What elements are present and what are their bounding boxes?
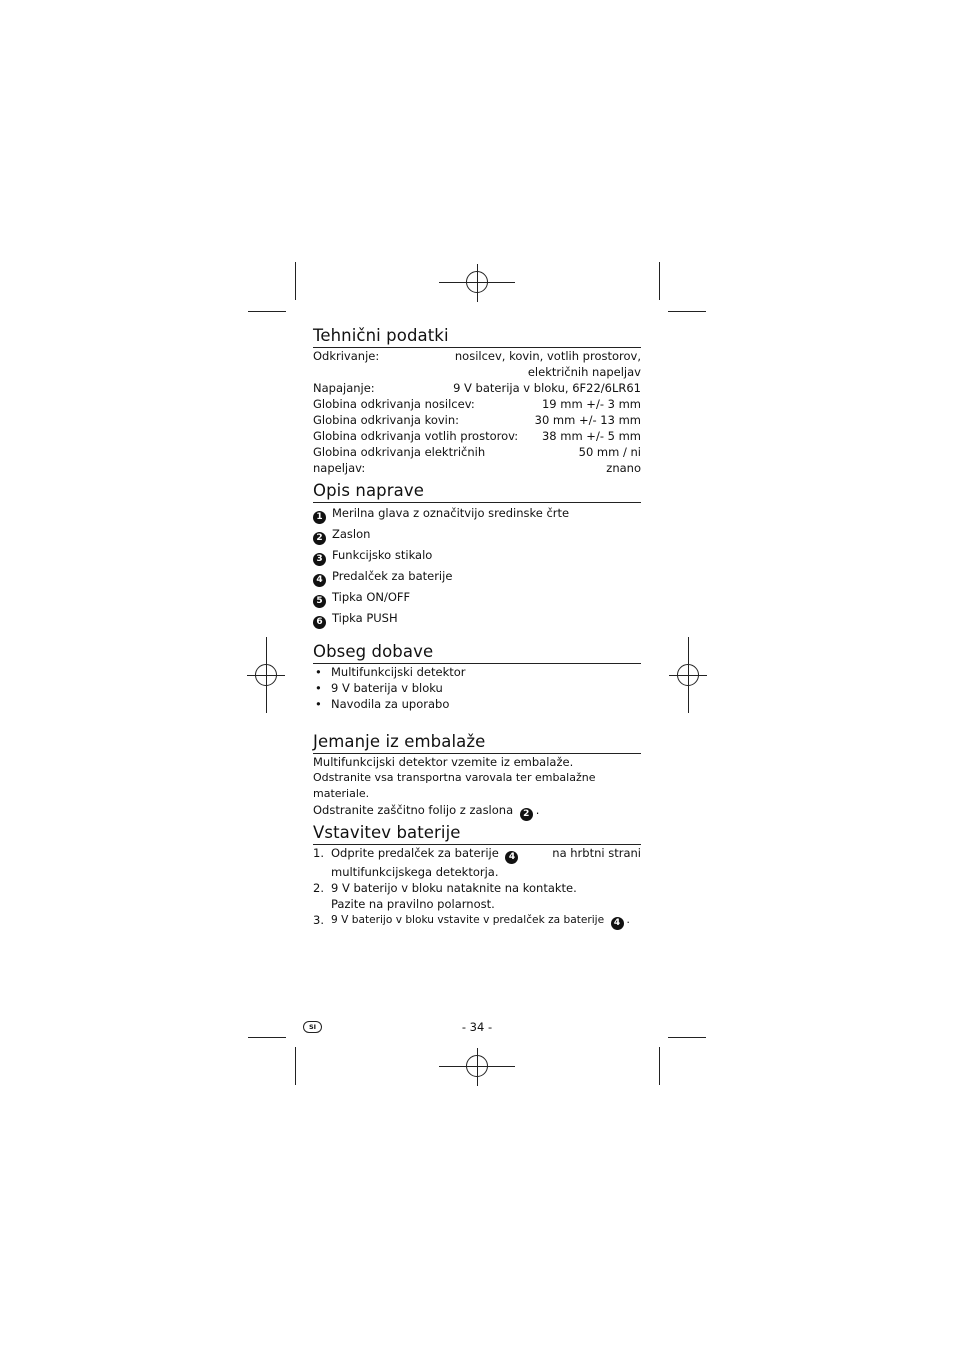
section-unpacking xyxy=(313,732,641,821)
number-badge: 5 xyxy=(313,595,326,608)
step-item: 1. Odprite predalček za baterije 4 na hrbtni strani multifunkcijskega detektorja. xyxy=(313,846,641,879)
spec-row xyxy=(313,412,641,428)
crop-mark xyxy=(668,311,706,312)
list-item: 4 Predalček za baterije xyxy=(313,566,641,587)
section-title: Obseg dobave xyxy=(313,642,641,664)
number-badge: 2 xyxy=(313,532,326,545)
crop-mark xyxy=(248,1037,286,1038)
spec-row xyxy=(313,380,641,396)
registration-circle xyxy=(466,271,488,293)
number-badge: 1 xyxy=(313,511,326,524)
list-item: 1 Merilna glava z označitvijo sredinske črte xyxy=(313,503,641,524)
number-badge: 4 xyxy=(313,574,326,587)
spec-row xyxy=(313,364,641,380)
paragraph-line: Odstranite zaščitno folijo z zaslona 2 . xyxy=(313,803,540,819)
section-title: Vstavitev baterije xyxy=(313,823,641,845)
spec-value: 30 mm +/- 13 mm xyxy=(534,413,641,427)
spec-value: 9 V baterija v bloku, 6F22/6LR61 xyxy=(453,381,641,395)
crop-mark xyxy=(659,262,660,300)
spec-value: 50 mm / ni znano xyxy=(578,445,641,475)
number-badge: 2 xyxy=(520,808,533,821)
spec-row xyxy=(313,348,641,364)
spec-value: 19 mm +/- 3 mm xyxy=(541,397,641,411)
spec-label: Globina odkrivanja kovin: xyxy=(313,413,460,427)
crop-mark xyxy=(295,262,296,300)
section-title: Opis naprave xyxy=(313,481,641,503)
bullet-list xyxy=(313,664,641,712)
number-badge: 3 xyxy=(313,553,326,566)
spec-value: nosilcev, kovin, votlih prostorov, xyxy=(454,349,641,363)
paragraph-line: Multifunkcijski detektor vzemite iz embalaže. xyxy=(313,755,574,769)
numbered-list xyxy=(313,845,641,930)
number-badge: 4 xyxy=(611,917,624,930)
language-badge: SI xyxy=(303,1021,322,1033)
registration-circle xyxy=(255,664,277,686)
section-delivery-scope xyxy=(313,642,641,712)
spec-value: električnih napeljav xyxy=(527,365,641,379)
spec-row xyxy=(313,396,641,412)
spec-label: Globina odkrivanja votlih prostorov: xyxy=(313,429,519,443)
spec-label: Napajanje: xyxy=(313,381,375,395)
list-item: • 9 V baterija v bloku xyxy=(313,680,641,696)
spec-row xyxy=(313,444,641,476)
spec-label: Globina odkrivanja nosilcev: xyxy=(313,397,475,411)
spec-label: Globina odkrivanja električnih napeljav: xyxy=(313,445,486,475)
list-item: • Navodila za uporabo xyxy=(313,696,641,712)
crop-mark xyxy=(295,1047,296,1085)
list-item: 3 Funkcijsko stikalo xyxy=(313,545,641,566)
spec-row xyxy=(313,428,641,444)
crop-mark xyxy=(659,1047,660,1085)
section-device-description xyxy=(313,481,641,629)
list-item: 6 Tipka PUSH xyxy=(313,608,641,629)
number-badge: 6 xyxy=(313,616,326,629)
list-item: 5 Tipka ON/OFF xyxy=(313,587,641,608)
section-technical-data xyxy=(313,326,641,476)
crop-mark xyxy=(668,1037,706,1038)
spec-value: 38 mm +/- 5 mm xyxy=(541,429,641,443)
registration-circle xyxy=(466,1055,488,1077)
registration-circle xyxy=(677,664,699,686)
number-badge: 4 xyxy=(505,851,518,864)
list-item: • Multifunkcijski detektor xyxy=(313,664,641,680)
spec-label: Odkrivanje: xyxy=(313,349,380,363)
list-item: 2 Zaslon xyxy=(313,524,641,545)
section-title: Jemanje iz embalaže xyxy=(313,732,641,754)
step-item: 3. 9 V baterijo v bloku vstavite v predalček za baterije 4 . xyxy=(313,913,630,928)
paragraph-line: Odstranite vsa transportna varovala ter embalažne materiale. xyxy=(313,771,596,800)
section-title: Tehnični podatki xyxy=(313,326,641,348)
page-number: - 34 - xyxy=(461,1020,493,1034)
section-battery-insertion xyxy=(313,823,641,930)
step-item: 2. 9 V baterijo v bloku nataknite na kontakte. Pazite na pravilno polarnost. xyxy=(313,881,577,911)
crop-mark xyxy=(248,311,286,312)
